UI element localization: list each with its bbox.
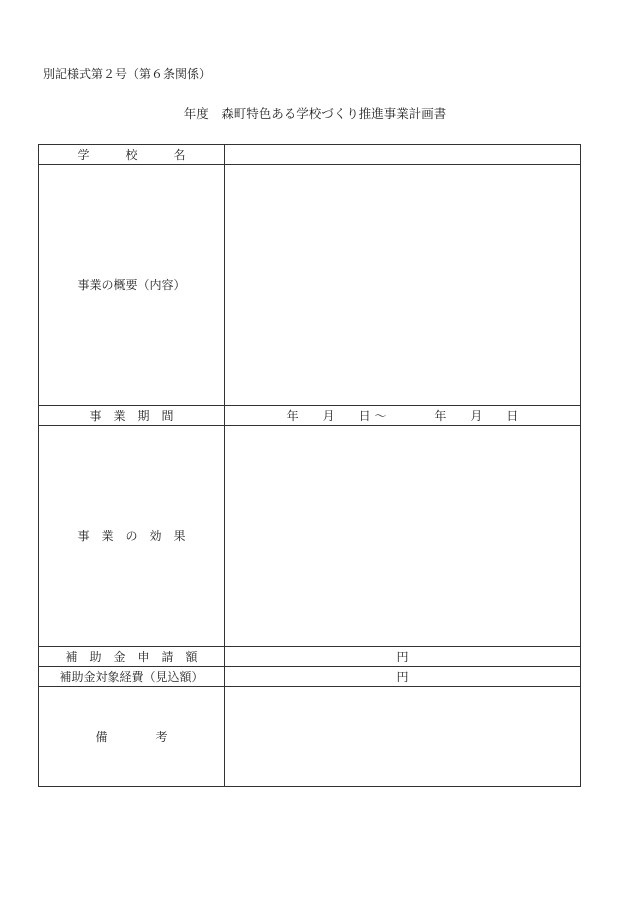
eligible-cost-label: 補助金対象経費（見込額） (39, 667, 225, 687)
plan-table (38, 144, 581, 787)
effect-label: 事 業 の 効 果 (39, 426, 225, 647)
school-name-label: 学 校 名 (39, 145, 225, 165)
row-effect (39, 426, 581, 647)
period-label: 事 業 期 間 (39, 406, 225, 426)
notes-label: 備 考 (39, 687, 225, 787)
overview-field[interactable] (225, 165, 581, 406)
row-subsidy-amount (39, 647, 581, 667)
eligible-cost-field[interactable]: 円 (225, 667, 581, 687)
row-overview (39, 165, 581, 406)
school-name-field[interactable] (225, 145, 581, 165)
period-field[interactable]: 年 月 日 ～ 年 月 日 (225, 406, 581, 426)
subsidy-amount-label: 補 助 金 申 請 額 (39, 647, 225, 667)
form-number: 別記様式第２号（第６条関係） (43, 67, 212, 81)
notes-field[interactable] (225, 687, 581, 787)
row-school-name (39, 145, 581, 165)
row-period (39, 406, 581, 426)
overview-label: 事業の概要（内容） (39, 165, 225, 406)
effect-field[interactable] (225, 426, 581, 647)
row-notes (39, 687, 581, 787)
row-eligible-cost (39, 667, 581, 687)
subsidy-amount-field[interactable]: 円 (225, 647, 581, 667)
document-title: 年度 森町特色ある学校づくり推進事業計画書 (183, 106, 447, 121)
